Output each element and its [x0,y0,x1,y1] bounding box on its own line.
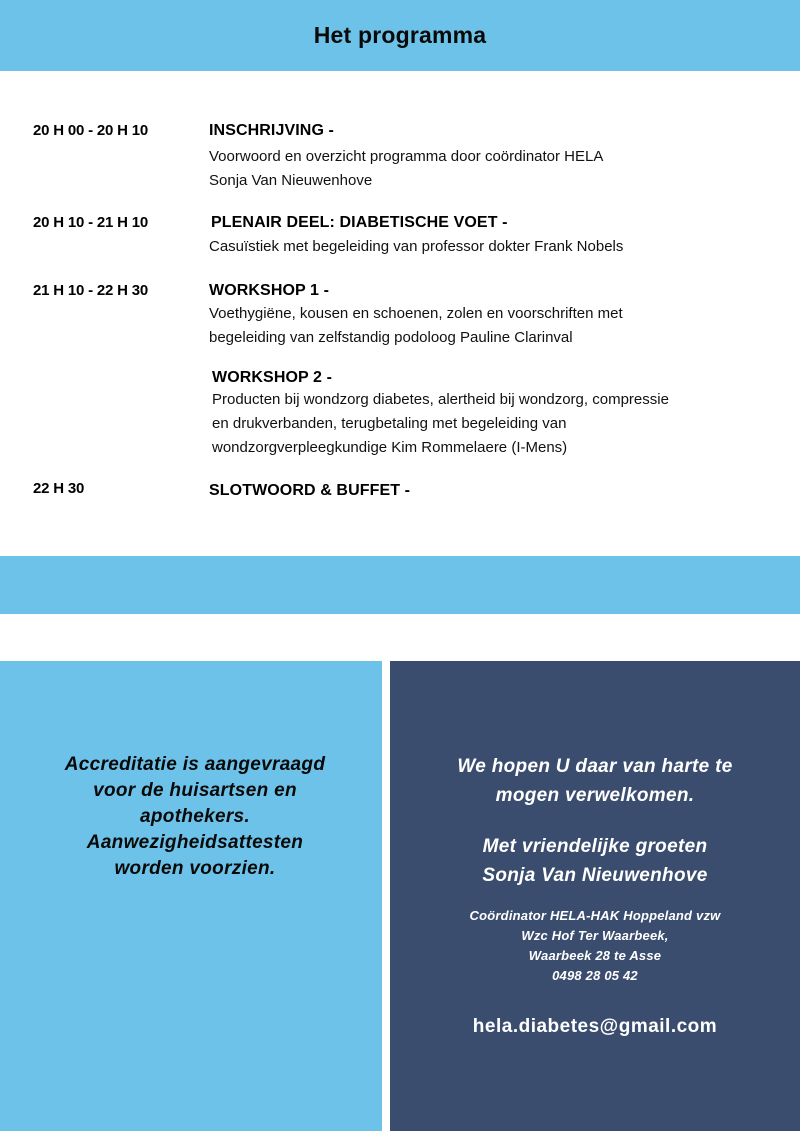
welcome-text [390,752,800,810]
program-description [209,145,603,193]
accreditation-line: Aanwezigheidsattesten [86,832,304,853]
description-line: begeleiding van zelfstandig podoloog Pauline Clarinval [209,329,573,346]
program-title: WORKSHOP 1 - [209,282,330,299]
organization-line: Coördinator HELA-HAK Hoppeland vzw [469,908,721,923]
welcome-line: mogen verwelkomen. [495,785,695,806]
accreditation-line: voor de huisartsen en [93,780,297,801]
program-description [212,388,669,460]
address-line: Waarbeek 28 te Asse [528,948,662,963]
description-line: Producten bij wondzorg diabetes, alertheid bij wondzorg, compressie [212,391,669,408]
address-block [390,906,800,986]
phone-number: 0498 28 05 42 [552,968,638,983]
program-description [209,302,623,350]
program-time: 20 H 10 - 21 H 10 [33,214,149,231]
accreditation-line: Accreditatie is aangevraagd [64,754,326,775]
program-title: SLOTWOORD & BUFFET - [209,482,411,499]
address-line: Wzc Hof Ter Waarbeek, [521,928,669,943]
program-time: 21 H 10 - 22 H 30 [33,282,149,299]
accreditation-panel [0,661,382,1131]
description-line: Casuïstiek met begeleiding van professor dokter Frank Nobels [209,238,624,255]
accreditation-line: apothekers. [140,806,250,827]
description-line: Voorwoord en overzicht programma door coördinator HELA [209,148,604,165]
welcome-line: We hopen U daar van harte te [457,756,733,777]
program-title: PLENAIR DEEL: DIABETISCHE VOET - [211,214,508,231]
description-line: en drukverbanden, terugbetaling met begeleiding van [212,415,567,432]
description-line: Voethygiëne, kousen en schoenen, zolen en voorschriften met [209,305,623,322]
contact-panel [390,661,800,1131]
program-time: 20 H 00 - 20 H 10 [33,122,149,139]
page-title: Het programma [313,22,487,48]
program-title: INSCHRIJVING - [209,122,334,139]
description-line: Sonja Van Nieuwenhove [209,172,373,189]
divider-band [0,556,800,614]
email-link[interactable]: hela.diabetes@gmail.com [472,1016,718,1037]
accreditation-line: worden voorzien. [114,858,276,879]
signature-name: Sonja Van Nieuwenhove [482,865,708,886]
description-line: wondzorgverpleegkundige Kim Rommelaere (I-Mens) [212,439,568,456]
accreditation-text [0,752,390,882]
header-band [0,0,800,71]
program-description [209,235,623,259]
program-title: WORKSHOP 2 - [212,369,333,386]
greeting-line: Met vriendelijke groeten [482,836,708,857]
program-time: 22 H 30 [33,480,85,497]
greeting-text [390,832,800,890]
